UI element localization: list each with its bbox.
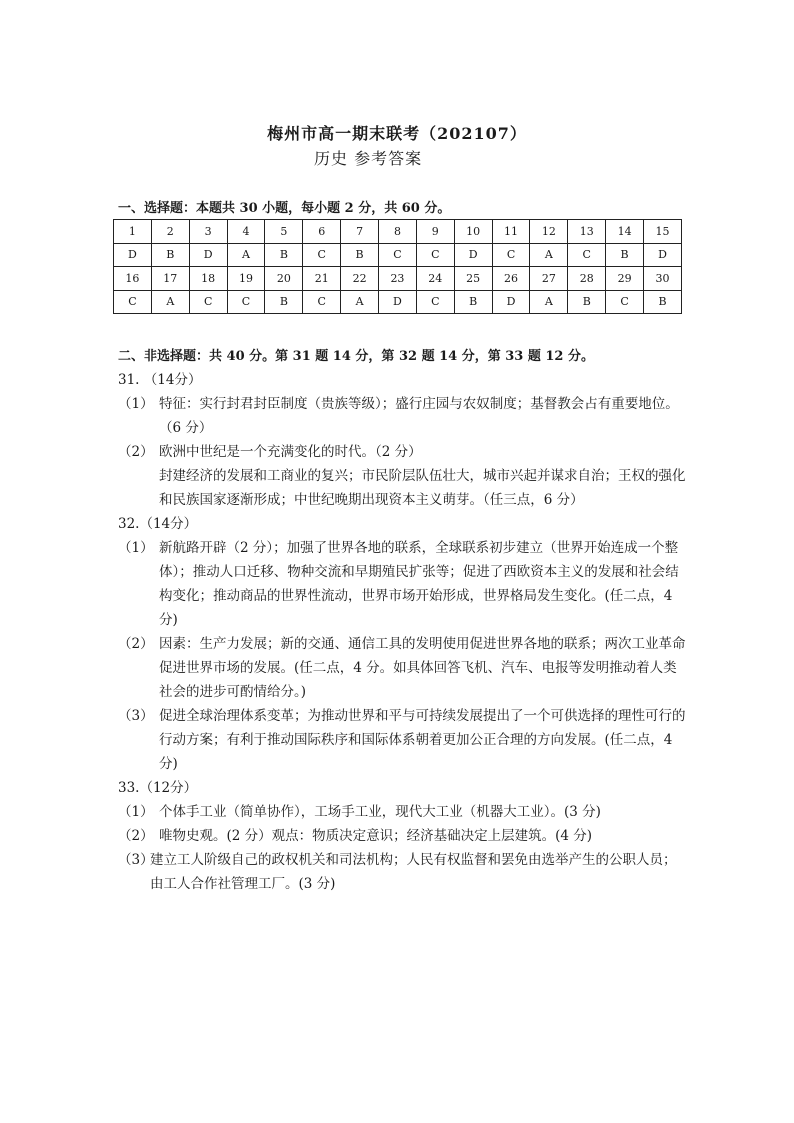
answer-cell: D (189, 243, 227, 267)
question-31-item-1 (118, 392, 688, 440)
answer-cell: C (568, 243, 606, 267)
question-31-item-2 (118, 440, 688, 464)
item-text: 欧洲中世纪是一个充满变化的时代。（2 分） (159, 444, 422, 460)
question-number-cell: 27 (530, 267, 568, 291)
question-31-item-2-detail (118, 464, 688, 512)
section2-content (118, 368, 688, 896)
answer-cell: B (265, 243, 303, 267)
answer-cell: D (454, 243, 492, 267)
item-number: （3） (118, 708, 154, 724)
answer-cell: B (644, 290, 682, 314)
answer-row (114, 243, 682, 267)
answer-cell: C (303, 290, 341, 314)
question-33-item-2 (118, 824, 688, 848)
question-number-cell: 23 (379, 267, 417, 291)
answer-cell: B (606, 243, 644, 267)
question-32-item-2 (118, 632, 688, 704)
answer-cell: B (568, 290, 606, 314)
answer-row (114, 290, 682, 314)
question-number-cell: 30 (644, 267, 682, 291)
item-number: （1） (118, 396, 154, 412)
answer-cell: C (416, 290, 454, 314)
answer-cell: C (189, 290, 227, 314)
answer-cell: A (530, 290, 568, 314)
answer-cell: C (606, 290, 644, 314)
item-text: 封建经济的发展和工商业的复兴；市民阶层队伍壮大，城市兴起并谋求自治；王权的强化和民族国家逐渐形成；中世纪晚期出现资本主义萌芽。（任三点，6 分） (159, 468, 686, 508)
question-number-cell: 29 (606, 267, 644, 291)
question-number-cell: 6 (303, 220, 341, 244)
question-number-cell: 20 (265, 267, 303, 291)
item-number: （1） (118, 804, 154, 820)
question-number-cell: 19 (227, 267, 265, 291)
question-number-cell: 24 (416, 267, 454, 291)
question-31-heading: 31. （14分） (118, 372, 202, 388)
answer-cell: D (644, 243, 682, 267)
item-number: （2） (118, 636, 154, 652)
answer-cell: D (114, 243, 152, 267)
answer-cell: C (227, 290, 265, 314)
question-number-cell: 15 (644, 220, 682, 244)
answer-cell: A (530, 243, 568, 267)
question-number-cell: 7 (341, 220, 379, 244)
question-number-cell: 10 (454, 220, 492, 244)
item-number: （2） (118, 828, 154, 844)
question-number-cell: 9 (416, 220, 454, 244)
answer-cell: C (416, 243, 454, 267)
answer-cell: B (454, 290, 492, 314)
question-33-heading: 33.（12分） (118, 780, 198, 796)
document-subtitle: 历史 参考答案 (314, 149, 423, 168)
answer-table (113, 219, 682, 314)
question-number-cell: 13 (568, 220, 606, 244)
question-number-cell: 21 (303, 267, 341, 291)
question-number-cell: 14 (606, 220, 644, 244)
answer-cell: C (114, 290, 152, 314)
item-text: 因素：生产力发展；新的交通、通信工具的发明使用促进世界各地的联系；两次工业革命促进世界市场的发展。(任二点，4 分。如具体回答飞机、汽车、电报等发明推动着人类社会的进步可酌情给分。) (159, 636, 686, 700)
item-number: （3） (118, 852, 154, 868)
answer-cell: A (227, 243, 265, 267)
document-title: 梅州市高一期末联考（202107） (267, 124, 527, 143)
answer-cell: A (341, 290, 379, 314)
question-number-cell: 2 (151, 220, 189, 244)
answer-cell: A (151, 290, 189, 314)
item-text: 特征：实行封君封臣制度（贵族等级）；盛行庄园与农奴制度；基督教会占有重要地位。（6 分） (159, 396, 679, 436)
answer-cell: D (379, 290, 417, 314)
question-number-cell: 22 (341, 267, 379, 291)
item-number: （2） (118, 444, 154, 460)
question-number-cell: 12 (530, 220, 568, 244)
question-32-item-1 (118, 536, 688, 632)
question-number-cell: 8 (379, 220, 417, 244)
question-32-heading: 32.（14分） (118, 516, 198, 532)
answer-cell: C (492, 243, 530, 267)
answer-cell: D (492, 290, 530, 314)
item-text: 建立工人阶级自己的政权机关和司法机构；人民有权监督和罢免由选举产生的公职人员；由工人合作社管理工厂。(3 分) (150, 852, 677, 892)
question-33-item-1 (118, 800, 688, 824)
item-text: 个体手工业（简单协作），工场手工业，现代大工业（机器大工业）。(3 分) (159, 804, 601, 820)
section1-heading: 一、选择题：本题共 30 小题，每小题 2 分，共 60 分。 (118, 201, 451, 216)
item-text: 唯物史观。(2 分）观点：物质决定意识；经济基础决定上层建筑。(4 分) (159, 828, 593, 844)
section2-heading: 二、非选择题：共 40 分。第 31 题 14 分，第 32 题 14 分，第 33 题 12 分。 (118, 349, 594, 364)
question-number-cell: 16 (114, 267, 152, 291)
question-number-cell: 5 (265, 220, 303, 244)
item-text: 促进全球治理体系变革；为推动世界和平与可持续发展提出了一个可供选择的理性可行的行动方案；有利于推动国际秩序和国际体系朝着更加公正合理的方向发展。(任二点，4 分) (159, 708, 686, 772)
question-number-row (114, 267, 682, 291)
question-number-cell: 18 (189, 267, 227, 291)
question-number-cell: 17 (151, 267, 189, 291)
question-number-cell: 3 (189, 220, 227, 244)
question-number-cell: 28 (568, 267, 606, 291)
question-33-item-3 (118, 848, 688, 896)
answer-cell: C (379, 243, 417, 267)
question-number-cell: 25 (454, 267, 492, 291)
answer-cell: B (341, 243, 379, 267)
item-number: （1） (118, 540, 154, 556)
question-number-row (114, 220, 682, 244)
question-32-item-3 (118, 704, 688, 776)
question-number-cell: 1 (114, 220, 152, 244)
question-number-cell: 11 (492, 220, 530, 244)
item-text: 新航路开辟（2 分）；加强了世界各地的联系，全球联系初步建立（世界开始连成一个整体）；推动人口迁移、物种交流和早期殖民扩张等；促进了西欧资本主义的发展和社会结构变化；推动商品的世界性流动，世界市场开始形成，世界格局发生变化。(任二点，4 分) (159, 540, 679, 628)
answer-cell: B (151, 243, 189, 267)
answer-cell: C (303, 243, 341, 267)
question-number-cell: 26 (492, 267, 530, 291)
question-number-cell: 4 (227, 220, 265, 244)
answer-cell: B (265, 290, 303, 314)
